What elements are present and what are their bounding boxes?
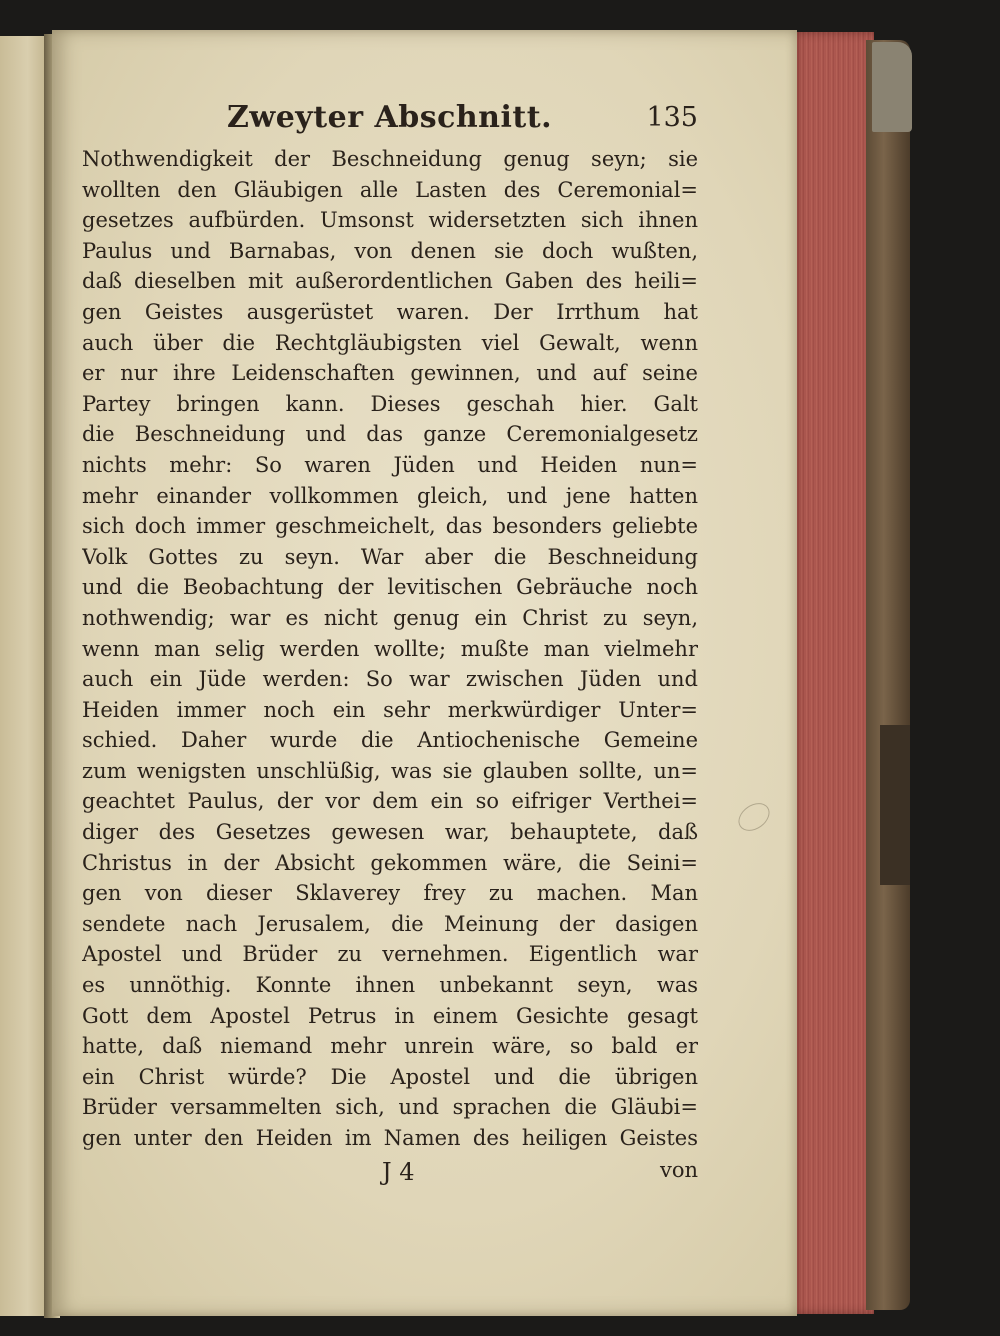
cover-corner <box>872 42 912 132</box>
text-line: gen von dieser Sklaverey frey zu machen. Man <box>82 881 698 906</box>
text-line: hatte, daß niemand mehr unrein wäre, so bald er <box>82 1034 698 1059</box>
text-line: daß dieselben mit außerordentlichen Gaben des heili= <box>82 269 698 294</box>
text-line: schied. Daher wurde die Antiochenische Gemeine <box>82 728 698 753</box>
text-line: Heiden immer noch ein sehr merkwürdiger Unter= <box>82 697 698 722</box>
text-line: auch ein Jüde werden: So war zwischen Jüden und <box>82 667 698 692</box>
body-text <box>82 144 698 1154</box>
text-line: die Beschneidung und das ganze Ceremonialgesetz <box>82 422 698 447</box>
text-line: Paulus und Barnabas, von denen sie doch wußten, <box>82 238 698 263</box>
text-line: geachtet Paulus, der vor dem ein so eifriger Verthei= <box>82 789 698 814</box>
page-header <box>82 98 698 144</box>
book-cover <box>866 40 910 1310</box>
text-line: nichts mehr: So waren Jüden und Heiden nun= <box>82 452 698 477</box>
text-line: zum wenigsten unschlüßig, was sie glauben sollte, un= <box>82 758 698 783</box>
text-line: Apostel und Brüder zu vernehmen. Eigentlich war <box>82 942 698 967</box>
text-line: und die Beobachtung der levitischen Gebräuche noch <box>82 575 698 600</box>
facing-page-edge <box>0 36 50 1316</box>
text-line: er nur ihre Leidenschaften gewinnen, und auf seine <box>82 361 698 386</box>
page-text-area <box>82 98 698 1190</box>
text-line: gen Geistes ausgerüstet waren. Der Irrthum hat <box>82 299 698 324</box>
text-line: wollten den Gläubigen alle Lasten des Ceremonial= <box>82 177 698 202</box>
red-page-edges <box>790 32 874 1314</box>
catchword: von <box>659 1157 698 1182</box>
text-line: es unnöthig. Konnte ihnen unbekannt seyn, was <box>82 973 698 998</box>
text-line: Volk Gottes zu seyn. War aber die Beschneidung <box>82 544 698 569</box>
pencil-mark <box>733 797 775 836</box>
signature-mark: J 4 <box>382 1157 415 1186</box>
running-head: Zweyter Abschnitt. <box>227 100 553 135</box>
text-line: Gott dem Apostel Petrus in einem Gesichte gesagt <box>82 1003 698 1028</box>
text-line: sich doch immer geschmeichelt, das besonders geliebte <box>82 514 698 539</box>
text-line: auch über die Rechtgläubigsten viel Gewalt, wenn <box>82 330 698 355</box>
text-line: Nothwendigkeit der Beschneidung genug seyn; sie <box>82 147 698 171</box>
text-line: Christus in der Absicht gekommen wäre, die Seini= <box>82 850 698 875</box>
text-line: nothwendig; war es nicht genug ein Christ zu seyn, <box>82 605 698 630</box>
text-line: diger des Gesetzes gewesen war, behauptete, daß <box>82 820 698 845</box>
text-line: Brüder versammelten sich, und sprachen die Gläubi= <box>82 1095 698 1120</box>
text-line: wenn man selig werden wollte; mußte man vielmehr <box>82 636 698 661</box>
text-line: gen unter den Heiden im Namen des heiligen Geistes <box>82 1126 698 1150</box>
text-line: Partey bringen kann. Dieses geschah hier. Galt <box>82 391 698 416</box>
page-footer <box>82 1156 698 1190</box>
cover-tab <box>880 725 910 885</box>
page-number: 135 <box>646 102 698 133</box>
text-line: gesetzes aufbürden. Umsonst widersetzten sich ihnen <box>82 208 698 233</box>
text-line: mehr einander vollkommen gleich, und jene hatten <box>82 483 698 508</box>
book-page <box>52 30 797 1316</box>
text-line: sendete nach Jerusalem, die Meinung der dasigen <box>82 911 698 936</box>
text-line: ein Christ würde? Die Apostel und die übrigen <box>82 1064 698 1089</box>
